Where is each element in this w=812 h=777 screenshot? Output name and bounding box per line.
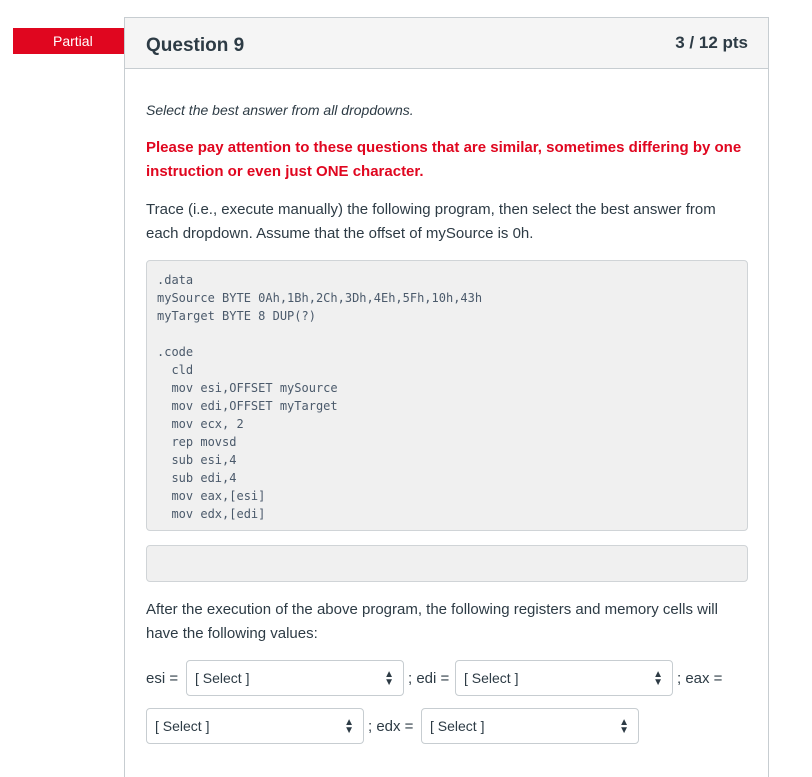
eax-select[interactable] <box>146 708 364 744</box>
code-line: mov edi,OFFSET myTarget <box>157 399 338 413</box>
edx-label: ; edx = <box>368 718 414 735</box>
question-points: 3 / 12 pts <box>675 33 748 52</box>
edx-select-value: [ Select ] <box>430 718 485 734</box>
warning-text: Please pay attention to these questions that are similar, sometimes differing by one instruction or even just ONE character. <box>146 139 742 180</box>
answer-row-2 <box>146 708 750 748</box>
esi-label: esi = <box>146 670 179 687</box>
edx-select[interactable] <box>421 708 639 744</box>
code-line: mov esi,OFFSET mySource <box>157 381 338 395</box>
edi-label: ; edi = <box>408 670 450 687</box>
code-line: mySource BYTE 0Ah,1Bh,2Ch,3Dh,4Eh,5Fh,10h,43h <box>157 291 483 305</box>
code-line: myTarget BYTE 8 DUP(?) <box>157 309 316 323</box>
code-line: mov eax,[esi] <box>157 489 266 503</box>
intro-text: Select the best answer from all dropdowns. <box>146 102 414 118</box>
code-line: sub esi,4 <box>157 453 237 467</box>
updown-arrow-icon: ▲ ▼ <box>653 669 663 688</box>
code-line: mov edx,[edi] <box>157 507 266 521</box>
code-line <box>157 325 737 343</box>
updown-arrow-icon: ▲ ▼ <box>619 717 629 736</box>
eax-label: ; eax = <box>677 670 723 687</box>
eax-select-value: [ Select ] <box>155 718 210 734</box>
question-content <box>146 68 750 748</box>
esi-select[interactable] <box>186 660 404 696</box>
updown-arrow-icon: ▲ ▼ <box>344 717 354 736</box>
trace-instructions: Trace (i.e., execute manually) the following program, then select the best answer from each dropdown. Assume that the offset of mySource is 0h. <box>146 201 716 242</box>
code-line: cld <box>157 363 194 377</box>
code-line: mov ecx, 2 <box>157 417 244 431</box>
partial-badge-label: Partial <box>53 33 93 49</box>
code-line: sub edi,4 <box>157 471 237 485</box>
code-line: rep movsd <box>157 435 237 449</box>
question-header <box>125 18 768 69</box>
empty-answer-box <box>146 545 748 582</box>
question-card <box>124 17 769 777</box>
partial-badge <box>13 28 125 54</box>
edi-select[interactable] <box>455 660 673 696</box>
esi-select-value: [ Select ] <box>195 670 250 686</box>
question-title: Question 9 <box>146 35 245 56</box>
updown-arrow-icon: ▲ ▼ <box>384 669 394 688</box>
code-line: .data <box>157 273 194 287</box>
answer-row-1 <box>146 660 750 700</box>
edi-select-value: [ Select ] <box>464 670 519 686</box>
code-block <box>146 260 748 531</box>
code-line: .code <box>157 345 194 359</box>
after-text: After the execution of the above program, the following registers and memory cells will have the following values: <box>146 601 718 642</box>
